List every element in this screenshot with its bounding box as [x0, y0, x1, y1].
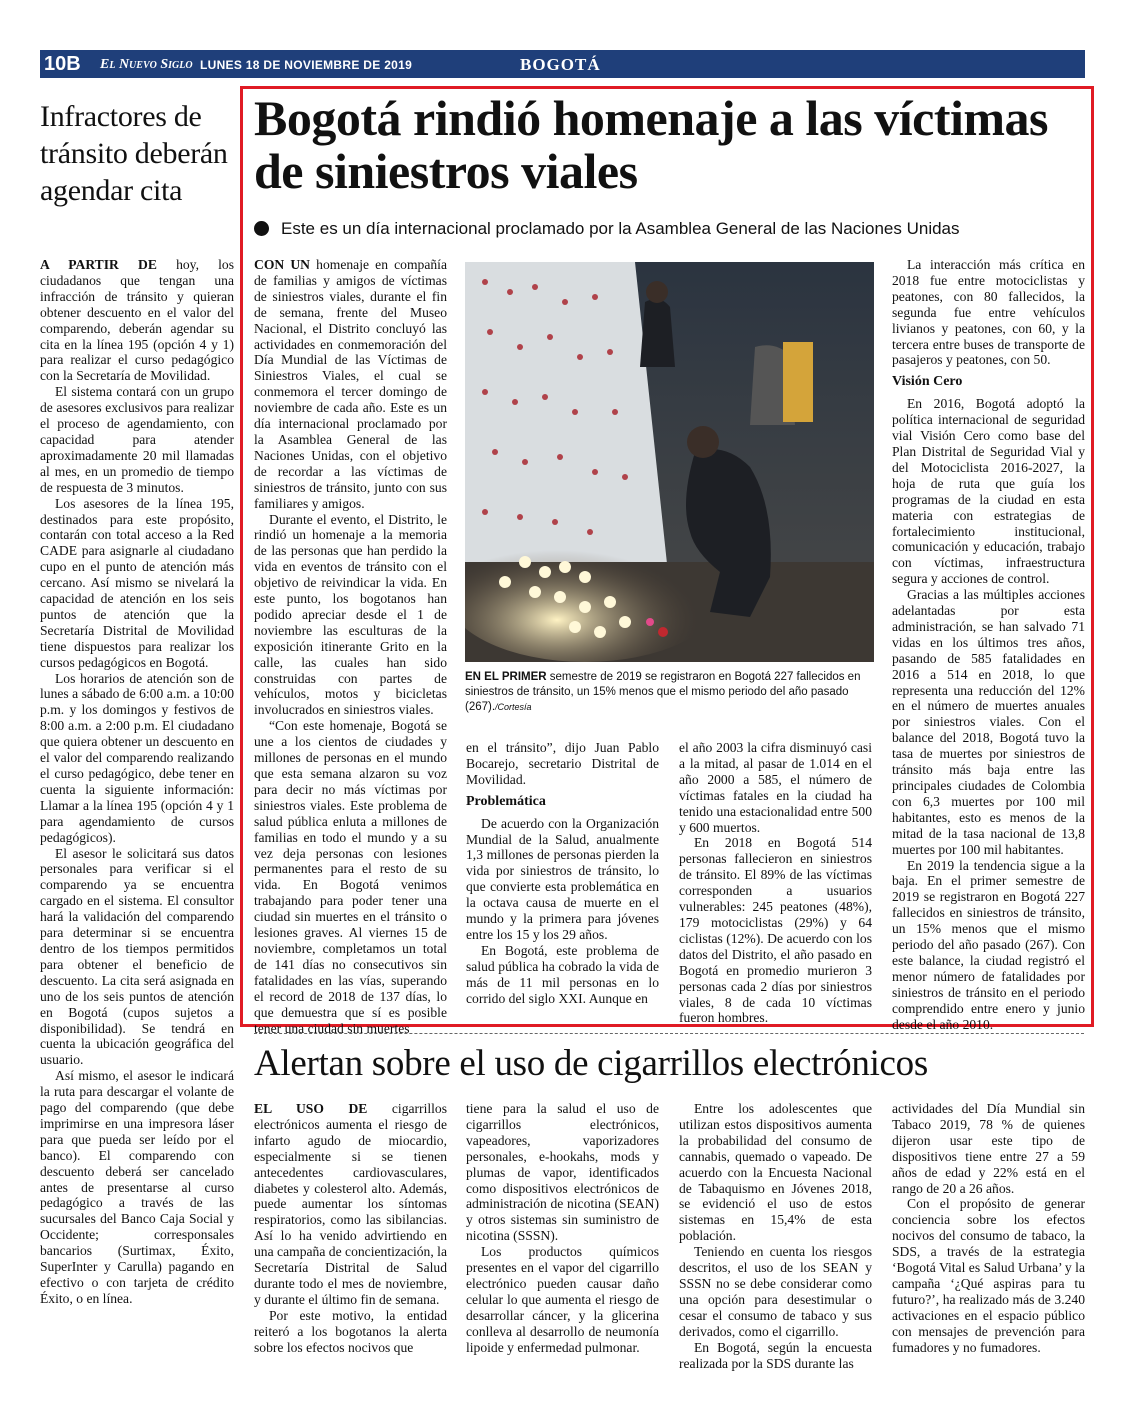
photo-caption: EN EL PRIMER semestre de 2019 se registraron en Bogotá 227 fallecidos en siniestros de tránsito, un 15% menos que el mismo periodo del año pasado (267)./Cortesía — [465, 671, 861, 713]
article-paragraph: CON UN homenaje en compañía de familias y amigos de víctimas de siniestros viales, durante el fin de semana, frente del Museo Nacional, el Distrito concluyó las actividades en conmemoración del Día Mundial de las Víctimas de Siniestros Viales, el cual se conmemora el tercer domingo de noviembre de cada año. Este es un día internacional proclamado por la Asamblea General de las Naciones Unidas, con el objetivo de recordar a las víctimas de siniestros de tránsito, junto con sus familiares y amigos. — [254, 257, 447, 511]
brief-paragraph: Los horarios de atención son de lunes a sábado de 6:00 a.m. a 10:00 p.m. y los domingos y festivos de 8:00 a.m. a 2:00 p.m. El ciudadano que quiera obtener un descuento en el valor del comparendo realizando el curso pedagógico, debe tener en cuenta la siguiente información: Llamar a la línea 195 (opción 4 y 1 para agendamiento de cursos pedagógicos). — [40, 670, 234, 845]
article-paragraph: De acuerdo con la Organización Mundial de la Salud, anualmente 1,3 millones de personas pierden la vida por siniestros de tránsito, lo que convierte esta problemática en la octava causa de muerte en el mundo y la primera para jóvenes entre los 15 y los 29 años. — [466, 815, 659, 942]
brief-paragraph: El sistema contará con un grupo de asesores exclusivos para realizar el proceso de agendamiento, con capacidad para atender aproximadamente 20 mil llamadas al mes, en un promedio de tiempo de respuesta de 3 minutos. — [40, 384, 234, 495]
article-paragraph: en el tránsito”, dijo Juan Pablo Bocarejo, secretario Distrital de Movilidad. — [466, 740, 659, 787]
article-paragraph: “Con este homenaje, Bogotá se une a los cientos de ciudades y millones de personas en el mundo que esta semana alzaron su voz para decir no más víctimas por siniestros viales. Este problema de salud pública enluta a millones de familias en todo el mundo y a su vez deja personas con lesiones permanentes para el resto de su vida. En Bogotá venimos trabajando para poder tener una ciudad sin muertes en el tránsito o lesiones graves. Al viernes 15 de noviembre, completamos un total de 141 días no consecutivos sin fatalidades en las vías, superando el record de 2018 de 137 días, lo que demuestra que sí es posible tener una ciudad sin muertes — [254, 718, 447, 1036]
brief-column — [40, 257, 234, 1307]
article-paragraph: En 2019 la tendencia sigue a la baja. En el primer semestre de 2019 se registraron en Bogotá 227 fallecidos en siniestros de tránsito, un 15% menos que el mismo periodo del año pasado (267). Con este balance, la ciudad registró el menor número de fatalidades por siniestros de tránsito en el periodo comprendido entre enero y junio desde el año 2010. — [892, 857, 1085, 1032]
brief-paragraph: Así mismo, el asesor le indicará la ruta para descargar el volante de pago del comparendo (que debe imprimirse en una impresora láser para que pueda ser leído por el banco). El comparendo con descuento deberá ser cancelado antes de presentarse al curso pedagógico a través de las sucursales del Banco Caja Social y Occidente; corresponsales bancarios (Surtimax, Éxito, SuperInter y Carulla) pagando en efectivo o con tarjeta de crédito Éxito, o en línea. — [40, 1068, 234, 1306]
main-column-3 — [679, 740, 872, 1026]
main-headline: Bogotá rindió homenaje a las víctimas de siniestros viales — [254, 90, 1048, 199]
second-column-4 — [892, 1101, 1085, 1356]
article-paragraph: En Bogotá, según la encuesta realizada por la SDS durante las — [679, 1339, 872, 1371]
article-paragraph: actividades del Día Mundial sin Tabaco 2019, 78 % de quienes dijeron usar este tipo de dispositivos tiene entre 27 a 59 años de edad y 22% está en el rango de 20 a 26 años. — [892, 1101, 1085, 1196]
section-name: BOGOTÁ — [520, 55, 601, 74]
homage-photo — [465, 262, 874, 662]
article-paragraph: En Bogotá, este problema de salud pública ha cobrado la vida de más de 11 mil personas en lo corrido del siglo XXI. Aunque en — [466, 942, 659, 1006]
second-headline: Alertan sobre el uso de cigarrillos electrónicos — [254, 1043, 928, 1084]
article-paragraph: Con el propósito de generar conciencia sobre los efectos nocivos del consumo de tabaco, la SDS, a través de la estrategia ‘Bogotá Vital es Salud Urbana’ y la campaña ‘¿Qué aspiras para tu futuro?’, ha realizado más de 3.240 activaciones en el espacio público con mensajes de prevención para fumadores y no fumadores. — [892, 1196, 1085, 1355]
lead-in: EL USO DE — [254, 1101, 368, 1116]
photo-credit: /Cortesía — [495, 702, 532, 712]
second-column-2 — [466, 1101, 659, 1356]
subheading: Visión Cero — [892, 374, 963, 390]
second-column-1 — [254, 1101, 447, 1356]
article-paragraph: Los productos químicos presentes en el vapor del cigarrillo electrónico pueden causar daño celular lo que aumenta el riesgo de desarrollar cáncer, y la glicerina conlleva al desarrollo de neumonía lipoide y enfermedad pulmonar. — [466, 1244, 659, 1355]
main-deck: Este es un día internacional proclamado por la Asamblea General de las Naciones Unidas — [254, 219, 1074, 239]
issue-date: LUNES 18 DE NOVIEMBRE DE 2019 — [200, 58, 413, 72]
article-paragraph: En 2016, Bogotá adoptó la política internacional de seguridad vial Visión Cero como base del Plan Distrital de Seguridad Vial y del Motociclista 2016-2027, la hoja de ruta que guía los programas de la ciudad en esta materia con estrategias de fortalecimiento institucional, comunicación y educación, trabajo con víctimas, infraestructura segura y acciones de control. — [892, 396, 1085, 587]
brief-paragraph: El asesor le solicitará sus datos personales para verificar si el comparendo ya se encuentra cargado en el sistema. El consultor hará la validación del comparendo para determinar si se encuentra dentro de los tiempos permitidos para obtener el beneficio de descuento. La cita será asignada en uno de los seis puntos de atención en Bogotá (cupos sujetos a disponibilidad). Se tendrá en cuenta la ubicación geográfica del usuario. — [40, 845, 234, 1068]
main-column-4 — [892, 257, 1085, 1033]
brief-paragraph: A PARTIR DE hoy, los ciudadanos que tengan una infracción de tránsito y quieran obtener descuento en el valor del comparendo, deberán agendar su cita en la línea 195 (opción 4 y 1) para realizar el curso pedagógico con la Secretaría de Movilidad. — [40, 257, 234, 384]
article-paragraph: Por este motivo, la entidad reiteró a los bogotanos la alerta sobre los efectos nocivos que — [254, 1307, 447, 1355]
newspaper-name: El Nuevo Siglo — [100, 57, 193, 72]
header-bar — [40, 50, 1085, 78]
page-number: 10B — [44, 53, 81, 75]
lead-in: CON UN — [254, 257, 310, 272]
article-paragraph: La interacción más crítica en 2018 fue entre motociclistas y peatones, con 80 fallecidos, la segunda fue entre vehículos livianos y peatones, con 60, y la tercera entre buses de transporte de pasajeros y peatones, con 50. — [892, 257, 1085, 368]
main-column-2 — [466, 740, 659, 1007]
article-paragraph: EL USO DE cigarrillos electrónicos aumenta el riesgo de infarto agudo de miocardio, especialmente si se tienen antecedentes cardiovasculares, diabetes y colesterol alto. Además, puede aumentar los síntomas respiratorios, como las sibilancias. Así lo ha venido advirtiendo en una campaña de concientización, la Secretaría Distrital de Salud durante todo el mes de noviembre, y durante el último fin de semana. — [254, 1101, 447, 1307]
article-paragraph: Gracias a las múltiples acciones adelantadas por esta administración, se han salvado 71 vidas en los últimos tres años, pasando de 585 fatalidades en 2016 a 514 en 2018, lo que representa una reducción del 12% en el número de muertes anuales por siniestros viales. Con el balance del 2018, Bogotá tuvo la tasa de muertes por siniestros de tránsito más baja entre las principales ciudades de Colombia con 6,3 muertes por 100 mil habitantes, esto es menos de la mitad de la tasa nacional de 13,8 muertes por 100 mil habitantes. — [892, 587, 1085, 857]
lead-in: A PARTIR DE — [40, 257, 157, 272]
article-paragraph: Teniendo en cuenta los riesgos descritos, el uso de los SEAN y SSSN no se debe considerar como una opción para desestimular o cesar el consumo de tabaco y sus derivados, como el cigarrillo. — [679, 1244, 872, 1339]
subheading: Problemática — [466, 793, 546, 809]
brief-headline: Infractores de tránsito deberán agendar cita — [40, 100, 228, 207]
brief-paragraph: Los asesores de la línea 195, destinados para este propósito, contarán con total acceso a la Red CADE para asignarle al ciudadano cupo en el punto de atención más cercano. Así mismo se nivelará la capacidad de atención en los seis puntos de atención que la Secretaría Distrital de Movilidad tiene dispuestos para realizar los cursos pedagógicos en Bogotá. — [40, 495, 234, 670]
article-paragraph: En 2018 en Bogotá 514 personas fallecieron en siniestros de tránsito. El 89% de las víctimas corresponden a usuarios vulnerables: 245 peatones (48%), 179 motociclistas (29%) y 64 ciclistas (12%). De acuerdo con los datos del Distrito, el año pasado en Bogotá en promedio murieron 3 personas cada 2 días por siniestros viales, 8 de cada 10 víctimas fueron hombres. — [679, 835, 872, 1026]
article-paragraph: Entre los adolescentes que utilizan estos dispositivos aumenta la probabilidad del consumo de cannabis, quemado o vapeado. De acuerdo con la Encuesta Nacional de Tabaquismo en Jóvenes 2018, se evidenció el uso de estos sistemas en 15,4% de esta población. — [679, 1101, 872, 1244]
section-divider — [254, 1033, 1084, 1034]
bullet-icon — [254, 221, 269, 236]
article-paragraph: tiene para la salud el uso de cigarrillos electrónicos, vapeadores, vaporizadores personales, e-hookahs, mods y plumas de vapor, identificados como dispositivos electrónicos de administración de nicotina (SEAN) y otros sistemas sin suministro de nicotina (SSSN). — [466, 1101, 659, 1244]
second-column-3 — [679, 1101, 872, 1371]
article-paragraph: Durante el evento, el Distrito, le rindió un homenaje a la memoria de las personas que han perdido la vida en eventos de tránsito con el objetivo de reivindicar la vida. En este punto, los bogotanos han podido apreciar desde el 1 de noviembre las esculturas de la exposición itinerante Grito en la calle, las cuales han sido construidas con partes de vehículos, motos y bicicletas involucrados en siniestros viales. — [254, 511, 447, 718]
main-column-1 — [254, 257, 447, 1036]
article-paragraph: el año 2003 la cifra disminuyó casi a la mitad, al pasar de 1.014 en el año 2000 a 585, el número de víctimas fatales en la ciudad ha tenido una estacionalidad entre 500 y 600 muertos. — [679, 740, 872, 835]
photo-illustration — [465, 262, 874, 662]
